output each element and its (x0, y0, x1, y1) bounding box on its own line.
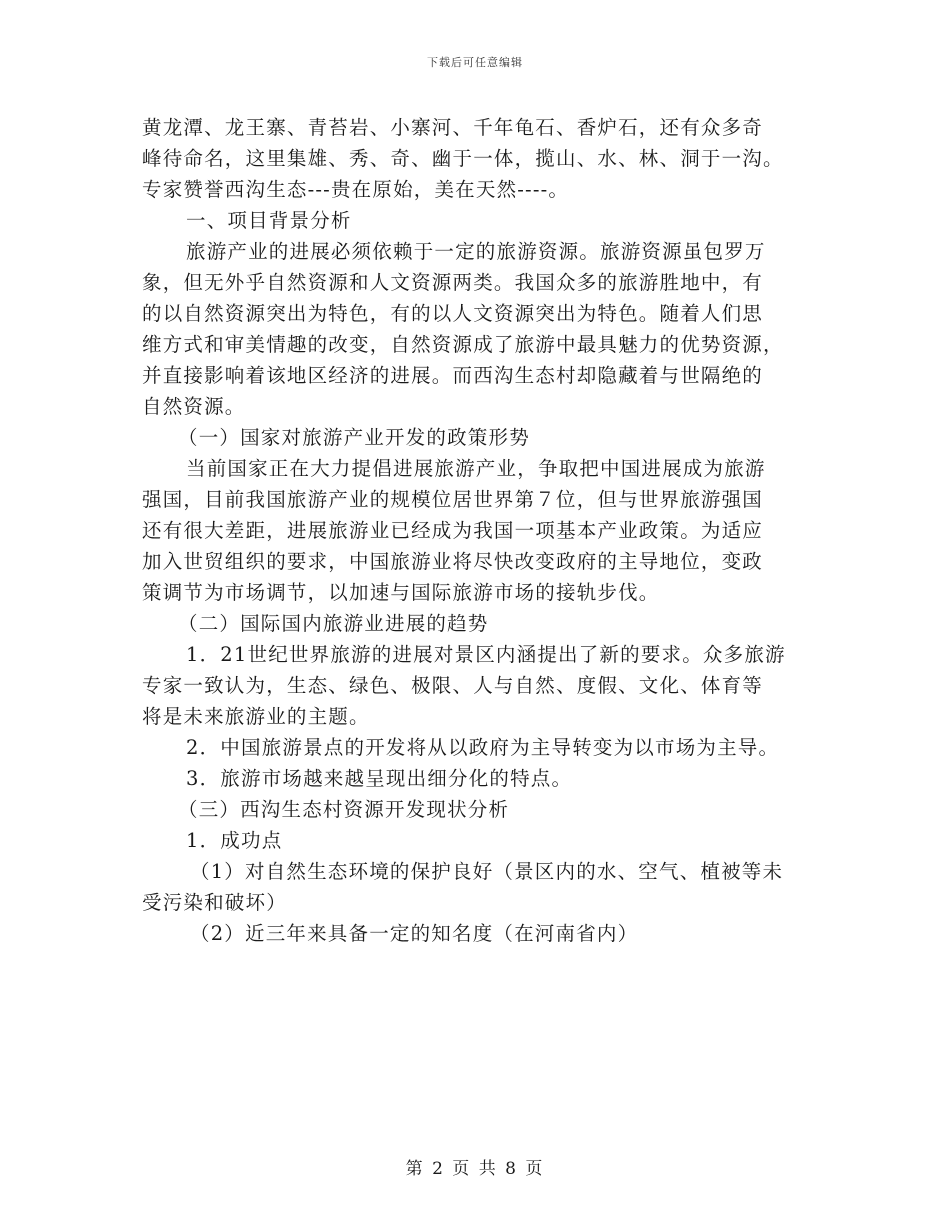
paragraph-start: 旅游产业的进展必须依赖于一定的旅游资源。旅游资源虽包罗万 (186, 240, 766, 263)
text-line: 还有很大差距，进展旅游业已经成为我国一项基本产业政策。为适应 (142, 519, 764, 542)
list-item: 2．中国旅游景点的开发将从以政府为主导转变为以市场为主导。 (186, 736, 780, 759)
paragraph-start: 当前国家正在大力提倡进展旅游产业，争取把中国进展成为旅游 (186, 457, 766, 480)
footer-middle: 页 共 (452, 1159, 498, 1179)
body-text (142, 112, 812, 949)
text-line: 专家赞誉西沟生态---贵在原始，美在天然----。 (142, 178, 570, 201)
footer-suffix: 页 (525, 1159, 545, 1179)
footer-prefix: 第 (405, 1159, 425, 1179)
list-item: 1．成功点 (186, 829, 283, 852)
section-heading: 一、项目背景分析 (186, 209, 352, 232)
text-line: 加入世贸组织的要求，中国旅游业将尽快改变政府的主导地位，变政 (142, 550, 764, 573)
text-line: 将是未来旅游业的主题。 (142, 705, 370, 728)
text-line: 强国，目前我国旅游产业的规模位居世界第７位，但与世界旅游强国 (142, 488, 764, 511)
footer-total-pages: 8 (505, 1159, 518, 1179)
text-line: 并直接影响着该地区经济的进展。而西沟生态村却隐藏着与世隔绝的 (142, 364, 764, 387)
text-line: 受污染和破坏） (142, 891, 287, 914)
subsection-heading: （二）国际国内旅游业进展的趋势 (178, 612, 489, 635)
page-header: 下载后可任意编辑 (427, 56, 523, 69)
text-line: 自然资源。 (142, 395, 246, 418)
list-item: 3．旅游市场越来越呈现出细分化的特点。 (186, 767, 573, 790)
text-line: 维方式和审美情趣的改变，自然资源成了旅游中最具魅力的优势资源， (142, 333, 784, 356)
list-item: （2）近三年来具备一定的知名度（在河南省内） (190, 922, 639, 945)
text-line: 策调节为市场调节，以加速与国际旅游市场的接轨步伐。 (142, 581, 660, 604)
text-line: 专家一致认为，生态、绿色、极限、人与自然、度假、文化、体育等 (142, 674, 764, 697)
text-line: 的以自然资源突出为特色，有的以人文资源突出为特色。随着人们思 (142, 302, 764, 325)
list-item: （1）对自然生态环境的保护良好（景区内的水、空气、植被等未 (190, 860, 784, 883)
list-item: 1．21世纪世界旅游的进展对景区内涵提出了新的要求。众多旅游 (186, 643, 786, 666)
text-line: 峰待命名，这里集雄、秀、奇、幽于一体，揽山、水、林、洞于一沟。 (142, 147, 784, 170)
subsection-heading: （三）西沟生态村资源开发现状分析 (178, 798, 510, 821)
page-footer (0, 1154, 950, 1179)
subsection-heading: （一）国家对旅游产业开发的政策形势 (178, 426, 530, 449)
footer-page-number: 2 (432, 1159, 445, 1179)
text-line: 黄龙潭、龙王寨、青苔岩、小寨河、千年龟石、香炉石，还有众多奇 (142, 116, 764, 139)
text-line: 象，但无外乎自然资源和人文资源两类。我国众多的旅游胜地中，有 (142, 271, 764, 294)
